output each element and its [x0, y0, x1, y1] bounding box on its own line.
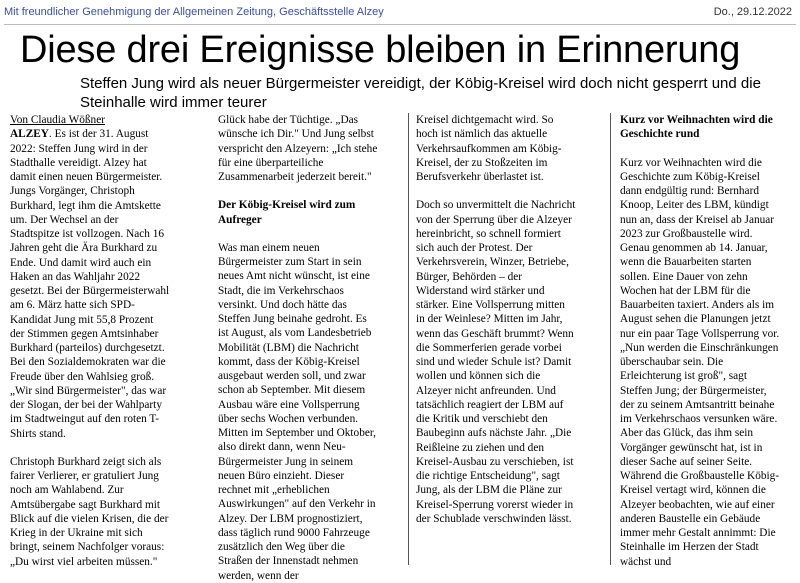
header-divider [4, 24, 796, 25]
article-column-1 [10, 113, 170, 569]
column-divider [408, 113, 409, 565]
paragraph [10, 127, 170, 441]
article-column-2 [218, 113, 378, 583]
article-headline: Diese drei Ereignisse bleiben in Erinnerung [20, 29, 741, 71]
section-heading: Der Köbig-Kreisel wird zum Aufreger [218, 199, 356, 226]
dateline: ALZEY [10, 128, 49, 141]
paragraph: Was man einem neuen Bürgermeister zum Start in sein neues Amt nicht wünscht, ist eine Stadt, die im Verkehrschaos versinkt. Und doch hätte das Steffen Jung beinahe gedroht. Es ist August, als vom Landesbetrieb Mobilität (LBM) die Nachricht kommt, dass der Köbig-Kreisel ausgebaut werden soll, und zwar schon ab September. Mit diesem Ausbau wäre eine Vollsperrung über sechs Wochen verbunden. Mitten im September und Oktober, also direkt dann, wenn Neu-Bürgermeister Jung in seinem neuen Büro einzieht. Dieser rechnet mit „erheblichen Auswirkungen" auf den Verkehr in Alzey. Der LBM prognostiziert, dass täglich rund 9000 Fahrzeuge zusätzlich den Weg über die Straßen der Innenstadt nehmen werden, wenn der [218, 241, 376, 582]
article-column-4 [620, 113, 780, 569]
paragraph: Doch so unvermittelt die Nachricht von der Sperrung über die Alzeyer hereinbricht, so schnell formiert sich auch der Protest. Der Verkehrsverein, Winzer, Betriebe, Bürger, Behörden – der Widerstand wird stärker und stärker. Eine Vollsperrung mitten in der Weinlese? Mitten im Jahr, wenn das Geschäft brummt? Wenn die Sommerferien gerade vorbei sind und wieder Schule ist? Damit wollen und können sich die Alzeyer nicht anfreunden. Und tatsächlich reagiert der LBM auf die Kritik und verschiebt den Baubeginn aufs nächste Jahr. „Die Reißleine zu ziehen und den Kreisel-Ausbau zu verschieben, ist die richtige Entscheidung", sagt Jung, als der LBM die Pläne zur Kreisel-Sperrung vorerst wieder in der Schublade verschwinden lässt. [416, 199, 576, 525]
paragraph: Christoph Burkhard zeigt sich als fairer Verlierer, er gratuliert Jung noch am Wahlabend. Zur Amtsübergabe sagt Burkhard mit Blick auf die vielen Krisen, die der Krieg in der Ukraine mit sich bringt, seinem Nachfolger voraus: „Du wirst viel arbeiten müssen." [10, 455, 169, 568]
article-column-3 [416, 113, 576, 526]
article-subheadline: Steffen Jung wird als neuer Bürgermeister vereidigt, der Köbig-Kreisel wird doch nicht gesperrt und die Steinhalle wird immer teurer [80, 75, 761, 111]
section-heading: Kurz vor Weihnachten wird die Geschichte rund [620, 114, 773, 141]
top-bar [4, 6, 792, 22]
source-credit: Mit freundlicher Genehmigung der Allgemeinen Zeitung, Geschäftsstelle Alzey [4, 6, 384, 18]
paragraph: Glück habe der Tüchtige. „Das wünsche ich Dir." Und Jung selbst verspricht den Alzeyern: „Ich stehe für eine überparteiliche Zusammenarbeit jederzeit bereit." [218, 114, 378, 183]
author-byline: Von Claudia Wößner [10, 114, 105, 126]
publication-date: Do., 29.12.2022 [713, 6, 792, 18]
paragraph: Kreisel dichtgemacht wird. So hoch ist nämlich das aktuelle Verkehrsaufkommen am Köbig-Kreisel, der zu Stoßzeiten im Berufsverkehr überlastet ist. [416, 114, 562, 183]
paragraph-text: . Es ist der 31. August 2022: Steffen Jung wird in der Stadthalle vereidigt. Alzey hat damit einen neuen Bürgermeister. Jungs Vorgänger, Christoph Burkhard, legt ihm die Amtskette um. Der Wechsel an der Stadtspitze ist vollzogen. Nach 16 Jahren geht die Ära Burkhard zu Ende. Und damit wird auch ein Haken an das Wahljahr 2022 gesetzt. Bei der Bürgermeisterwahl am 6. März hatte sich SPD-Kandidat Jung mit 55,8 Prozent der Stimmen gegen Amtsinhaber Burkhard (parteilos) durchgesetzt. Bei den Sozialdemokraten war die Freude über den Wahlsieg groß. „Wir sind Bürgermeister", das war der Slogan, der bei der Wahlparty im Stadtweingut auf den roten T-Shirts stand. [10, 128, 170, 440]
column-divider [610, 113, 611, 565]
paragraph: Kurz vor Weihnachten wird die Geschichte zum Köbig-Kreisel dann endgültig rund: Bernhard Knoop, Leiter des LBM, kündigt nun an, dass der Kreisel ab Januar 2023 zur Großbaustelle wird. Genau genommen ab 14. Januar, wenn die Bauarbeiten starten sollen. Eine Dauer von zehn Wochen hat der LBM für die Bauarbeiten taxiert. Anders als im August sehen die Planungen jetzt nur ein paar Tage Vollsperrung vor. „Nun werden die Einschränkungen überschaubar sein. Die Erleichterung ist groß", sagt Steffen Jung; der Bürgermeister, der zu seinem Amtsantritt beinahe im Verkehrschaos versunken wäre. Aber das Glück, das ihm sein Vorgänger gewünscht hat, ist in dieser Sache auf seiner Seite. Während die Großbaustelle Köbig-Kreisel vertagt wird, können die Alzeyer beobachten, wie auf einer anderen Baustelle ein Gebäude immer mehr Gestalt annimmt: Die Steinhalle im Herzen der Stadt wächst und [620, 156, 780, 568]
